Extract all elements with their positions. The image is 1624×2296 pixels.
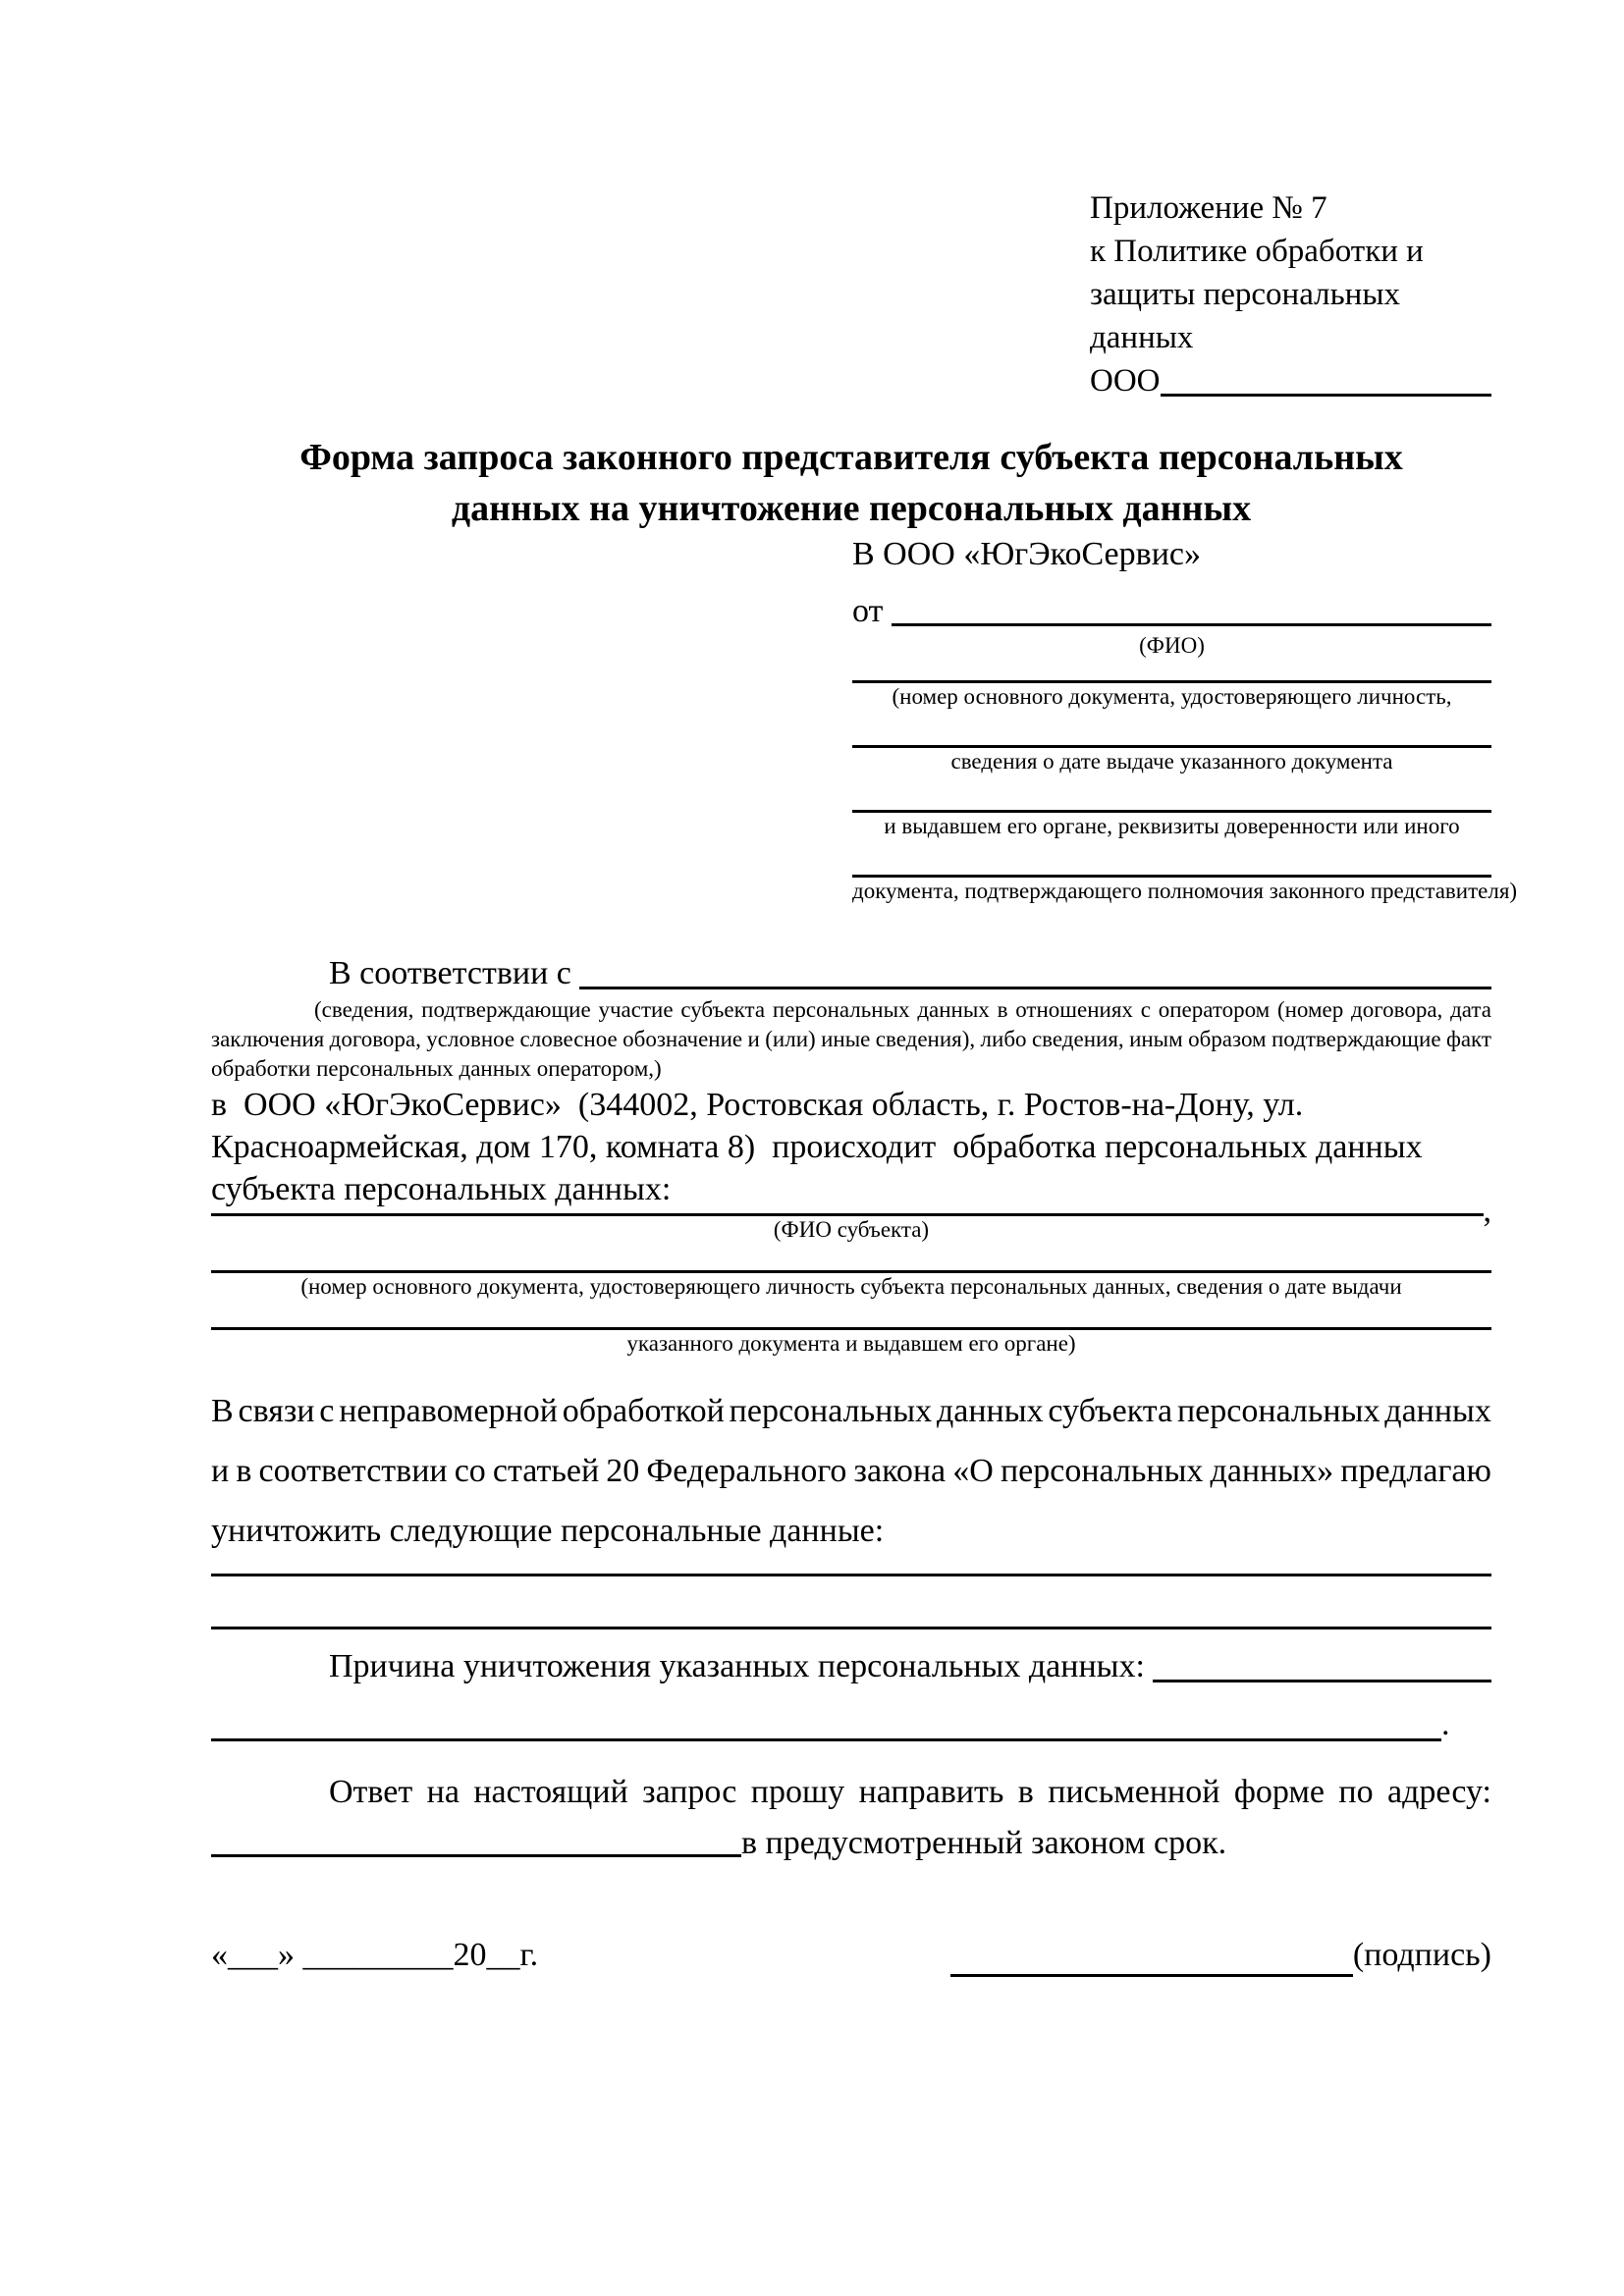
date-blank: «___» _________20__г. [211,1937,539,1973]
representative-doc-caption-2: сведения о дате выдаче указанного документа [950,749,1393,774]
reason-blank [1153,1645,1491,1682]
accordance-note-line-1: (сведения, подтверждающие участие субъекта персональных данных в отношениях с оператором (номер договора, дата [314,997,1491,1022]
appendix-line-1: Приложение № 7 [1090,190,1327,226]
reason-period: . [1441,1706,1450,1742]
representative-doc-field-4 [852,840,1518,905]
subject-doc-blank-1 [211,1244,1491,1273]
operator-line-1: в ООО «ЮгЭкоСервис» (344002, Ростовская область, г. Ростов-на-Дону, ул. [211,1087,1304,1123]
footer-row [211,1934,1491,1977]
accordance-row [211,952,1491,995]
subject-doc-caption-1: (номер основного документа, удостоверяющего личность субъекта персональных данных, сведения о дате выдачи [300,1274,1402,1299]
appendix-line-3: защиты персональных данных [1090,277,1400,355]
representative-doc-caption-4: документа, подтверждающего полномочия законного представителя) [852,879,1518,903]
document-title [211,432,1491,534]
subject-doc-field-2 [211,1301,1491,1358]
operator-paragraph [211,1084,1491,1210]
reply-address-blank [211,1822,741,1857]
reply-address-row [211,1822,1491,1865]
representative-doc-caption-3: и выдавшем его органе, реквизиты доверенности или иного [884,814,1460,838]
from-row [852,591,1491,632]
representative-doc-caption-1: (номер основного документа, удостоверяющего личность, [892,684,1452,709]
representative-doc-blank-2 [852,711,1491,748]
title-line-2: данных на уничтожение персональных данных [451,488,1252,529]
operator-line-3: субъекта персональных данных: [211,1171,672,1207]
reply-request-line: Ответ на настоящий запрос прошу направить в письменной форме по адресу: [329,1774,1491,1810]
representative-doc-blank-3 [852,775,1491,813]
reason-row [211,1645,1491,1688]
accordance-blank [579,952,1491,989]
appendix-company-row [1090,359,1491,402]
document-content [211,187,1518,1977]
subject-doc-caption-2: указанного документа и выдавшем его органе) [626,1331,1076,1356]
fio-caption: (ФИО) [1139,633,1205,658]
subject-doc-field-1 [211,1244,1491,1301]
accordance-note [211,995,1491,1084]
reason-blank-2 [211,1714,1441,1741]
signature-blank [950,1948,1353,1977]
demand-line-2: и в соответствии со статьей 20 Федерального закона «О персональных данных» предлагаю [211,1453,1491,1489]
subject-fio-caption: (ФИО субъекта) [773,1217,930,1242]
operator-line-2: Красноармейская, дом 170, комната 8) происходит обработка персональных данных [211,1129,1423,1165]
accordance-label: В соответствии с [329,955,580,991]
representative-doc-blank-4 [852,840,1491,878]
data-to-destroy-blank-2 [211,1614,1491,1629]
representative-doc-blank-1 [852,660,1491,683]
addressee-to: В ООО «ЮгЭкоСервис» [852,536,1201,572]
appendix-line-2: к Политике обработки и [1090,234,1424,269]
reply-suffix: в предусмотренный законом срок. [741,1825,1227,1861]
subject-doc-blank-2 [211,1301,1491,1330]
signature-group [950,1934,1491,1977]
reason-label: Причина уничтожения указанных персональных данных: [329,1648,1154,1684]
subject-name-comma: , [1483,1193,1491,1229]
signature-caption: (подпись) [1352,1937,1491,1973]
demand-line-3: уничтожить следующие персональные данные: [211,1513,885,1549]
title-line-1: Форма запроса законного представителя субъекта персональных [299,437,1403,478]
representative-name-blank [892,591,1491,626]
representative-doc-field-1 [852,660,1491,711]
company-name-blank [1161,359,1492,397]
appendix-block [1090,187,1491,402]
accordance-note-line-2: заключения договора, условное словесное обозначение и (или) иные сведения), либо сведения, иным образом подтверждающие факт [211,1027,1491,1051]
accordance-note-line-3: обработки персональных данных оператором,) [211,1056,662,1081]
from-label: от [852,593,892,629]
data-to-destroy-blank-1 [211,1561,1491,1576]
demand-paragraph [211,1381,1491,1561]
reason-continuation-row [211,1708,1491,1741]
addressee-block [852,534,1518,905]
representative-doc-field-3 [852,775,1491,840]
demand-line-1: В связи с неправомерной обработкой персональных данных субъекта персональных данных [211,1393,1491,1429]
representative-doc-field-2 [852,711,1491,775]
appendix-company-label: ООО [1090,363,1161,399]
